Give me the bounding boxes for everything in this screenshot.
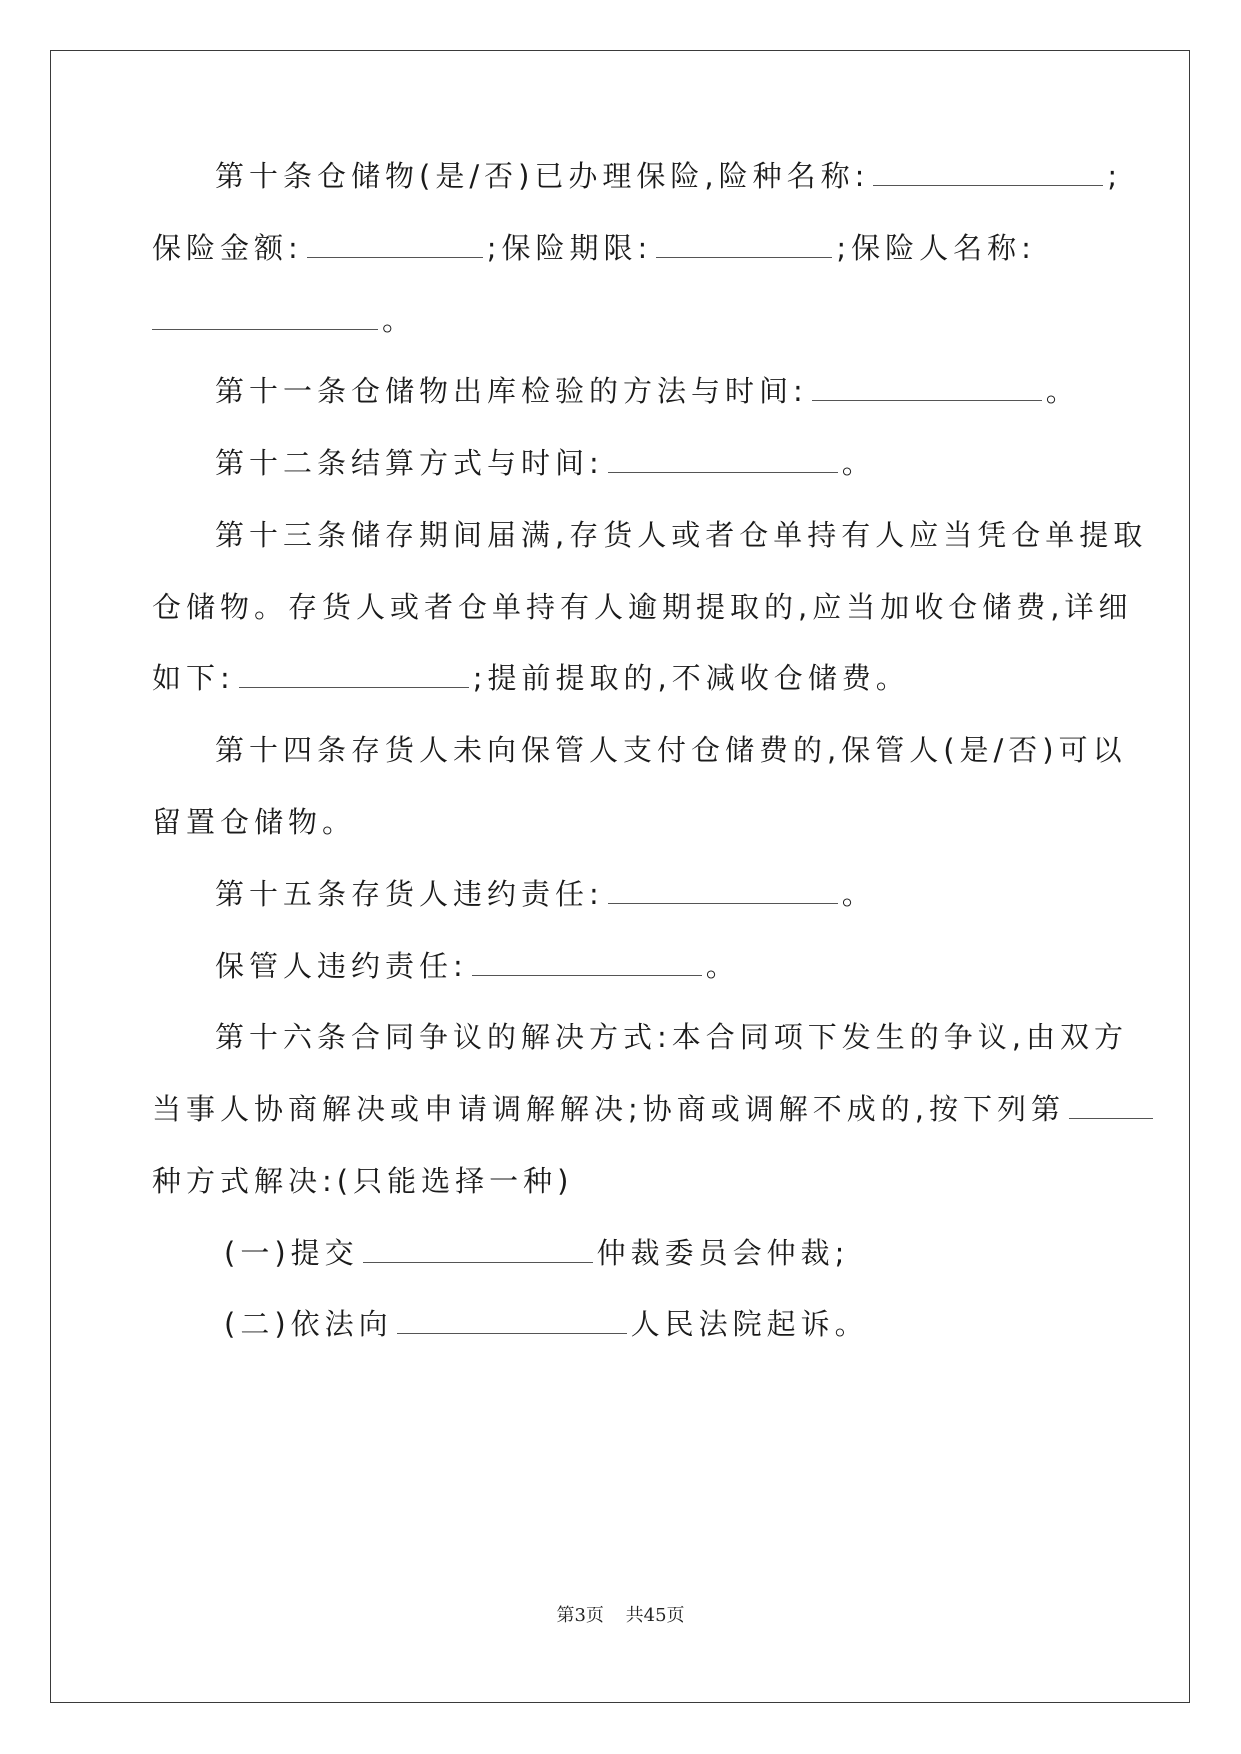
clause-12-text: 第十二条结算方式与时间: (215, 446, 604, 480)
clause-15-line-1: 第十五条存货人违约责任: 。 (215, 877, 876, 911)
clause-10-line-2 (152, 228, 1036, 268)
blank-insurance-type[interactable] (873, 159, 1103, 186)
blank-settlement-method[interactable] (608, 446, 838, 473)
clause-13-line-3: 如下: ;提前提取的,不减收仓储费。 (152, 661, 910, 695)
page-total: 共45页 (625, 1605, 685, 1626)
clause-14-line-1 (215, 730, 1127, 770)
blank-overdue-fee[interactable] (239, 661, 469, 688)
blank-arbitration-committee[interactable] (363, 1236, 593, 1263)
clause-11: 第十一条仓储物出库检验的方法与时间: 。 (215, 374, 1080, 408)
blank-insurance-amount[interactable] (307, 231, 483, 258)
clause-13-line-1 (215, 515, 1147, 555)
option-court: (二)依法向 人民法院起诉。 (224, 1307, 869, 1341)
clause-16-text: 第十六条合同争议的解决方式:本合同项下发生的争议,由双方 (215, 1020, 1128, 1054)
clause-13-line-2: 仓储物。存货人或者仓单持有人逾期提取的,应当加收仓储费,详细 (152, 590, 1133, 624)
clause-11-text: 第十一条仓储物出库检验的方法与时间: (215, 374, 808, 408)
page-number: 第3页 (556, 1605, 604, 1626)
clause-15-line-2: 保管人违约责任: 。 (215, 949, 740, 983)
insurer-name-label: ;保险人名称: (836, 231, 1036, 265)
blank-insurer-name[interactable] (152, 303, 378, 330)
insurance-period-label: ;保险期限: (486, 231, 653, 265)
blank-custodian-liability[interactable] (472, 949, 702, 976)
blank-inspection-method[interactable] (812, 374, 1042, 401)
clause-16-line-1 (215, 1017, 1128, 1057)
blank-depositor-liability[interactable] (608, 877, 838, 904)
page-footer (0, 1601, 1241, 1627)
clause-16-line-2: 当事人协商解决或申请调解解决;协商或调解不成的,按下列第 (152, 1089, 1153, 1129)
clause-10-text: 第十条仓储物(是/否)已办理保险,险种名称: (215, 159, 870, 193)
clause-15-text: 第十五条存货人违约责任: (215, 877, 604, 911)
insurance-amount-label: 保险金额: (152, 231, 303, 265)
blank-insurance-period[interactable] (656, 231, 832, 258)
clause-13-text: 第十三条储存期间届满,存货人或者仓单持有人应当凭仓单提取 (215, 518, 1148, 552)
clause-14-text: 第十四条存货人未向保管人支付仓储费的,保管人(是/否)可以 (215, 733, 1127, 767)
clause-10-line-1: 第十条仓储物(是/否)已办理保险,险种名称: ; (215, 159, 1123, 193)
clause-10-line-3: 。 (152, 300, 416, 340)
clause-16-line-3: 种方式解决:(只能选择一种) (152, 1164, 574, 1198)
clause-12: 第十二条结算方式与时间: 。 (215, 446, 876, 480)
clause-14-line-2: 留置仓储物。 (152, 805, 357, 839)
blank-dispute-option[interactable] (1069, 1092, 1153, 1119)
option-arbitration: (一)提交 仲裁委员会仲裁; (224, 1236, 850, 1270)
blank-court-name[interactable] (397, 1307, 627, 1334)
